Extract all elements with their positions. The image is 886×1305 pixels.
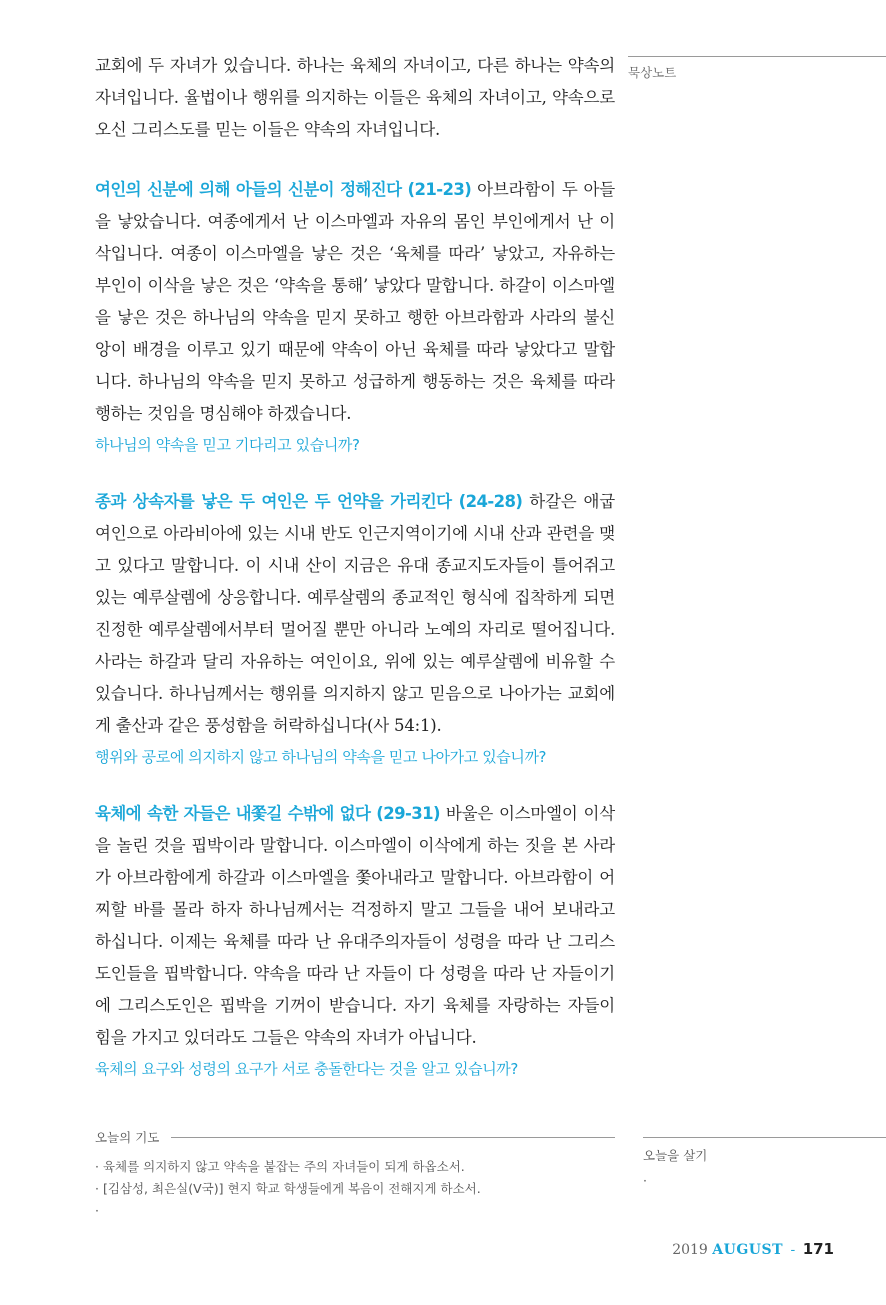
prayer-item: · 육체를 의지하지 않고 약속을 붙잡는 주의 자녀들이 되게 하옵소서. bbox=[95, 1156, 615, 1178]
living-bullet: · bbox=[643, 1173, 647, 1188]
main-content bbox=[95, 50, 615, 1082]
section-2-question: 행위와 공로에 의지하지 않고 하나님의 약속을 믿고 나아가고 있습니까? bbox=[95, 748, 547, 766]
section-2-paragraph bbox=[95, 486, 615, 742]
section-2-body: 하갈은 애굽 여인으로 아라비아에 있는 시내 반도 인근지역이기에 시내 산과 관련을 맺고 있다고 말합니다. 이 시내 산이 지금은 유대 종교지도자들이 틀어쥐고 있는 예루살렘에 상응합니다. 예루살렘의 종교적인 형식에 집착하게 되면 진정한 예루살렘에서부터 멀어질 뿐만 아니라 노예의 자리로 떨어집니다. 사라는 하갈과 달리 자유하는 여인이요, 위에 있는 예루살렘에 비유할 수 있습니다. 하나님께서는 행위를 의지하지 않고 믿음으로 나아가는 교회에게 출산과 같은 풍성함을 허락하십니다(사 54:1). bbox=[95, 492, 615, 735]
prayer-label: 오늘의 기도 bbox=[95, 1130, 160, 1145]
prayer-item: · [김삼성, 최은실(V국)] 현지 학교 학생들에게 복음이 전해지게 하소서. bbox=[95, 1178, 615, 1200]
section-1-heading: 여인의 신분에 의해 아들의 신분이 정해진다 (21-23) bbox=[95, 180, 472, 199]
section-1-question: 하나님의 약속을 믿고 기다리고 있습니까? bbox=[95, 436, 360, 454]
meditation-note-area[interactable] bbox=[628, 56, 886, 81]
section-1-paragraph bbox=[95, 174, 615, 430]
todays-prayer bbox=[95, 1128, 615, 1222]
prayer-divider bbox=[171, 1137, 615, 1138]
section-3-body: 바울은 이스마엘이 이삭을 놀린 것을 핍박이라 말합니다. 이스마엘이 이삭에게 하는 짓을 본 사라가 아브라함에게 하갈과 이스마엘을 쫓아내라고 말합니다. 아브라함이 어찌할 바를 몰라 하자 하나님께서는 걱정하지 말고 그들을 내어 보내라고 하십니다. 이제는 육체를 따라 난 유대주의자들이 성령을 따라 난 그리스도인들을 핍박합니다. 약속을 따라 난 자들이 다 성령을 따라 난 자들이기에 그리스도인은 핍박을 기꺼이 받습니다. 자기 육체를 자랑하는 자들이 힘을 가지고 있더라도 그들은 약속의 자녀가 아닙니다. bbox=[95, 804, 615, 1047]
page-footer bbox=[672, 1240, 834, 1258]
footer-year: 2019 bbox=[672, 1242, 708, 1258]
page-number: 171 bbox=[802, 1240, 834, 1258]
section-1-body: 아브라함이 두 아들을 낳았습니다. 여종에게서 난 이스마엘과 자유의 몸인 부인에게서 난 이삭입니다. 여종이 이스마엘을 낳은 것은 ‘육체를 따라’ 낳았고, 자유하는 부인이 이삭을 낳은 것은 ‘약속을 통해’ 낳았다 말합니다. 하갈이 이스마엘을 낳은 것은 하나님의 약속을 믿지 못하고 행한 아브라함과 사라의 불신앙이 배경을 이루고 있기 때문에 약속이 아닌 육체를 따라 낳았다고 말합니다. 하나님의 약속을 믿지 못하고 성급하게 행동하는 것은 육체를 따라 행하는 것임을 명심해야 하겠습니다. bbox=[95, 180, 616, 423]
prayer-item-blank[interactable] bbox=[95, 1200, 615, 1222]
section-2-heading: 종과 상속자를 낳은 두 여인은 두 언약을 가리킨다 (24-28) bbox=[95, 492, 523, 511]
section-3-heading: 육체에 속한 자들은 내쫓길 수밖에 없다 (29-31) bbox=[95, 804, 440, 823]
footer-dash: - bbox=[790, 1242, 796, 1258]
footer-month: AUGUST bbox=[712, 1242, 784, 1258]
prayer-list bbox=[95, 1156, 615, 1222]
intro-paragraph: 교회에 두 자녀가 있습니다. 하나는 육체의 자녀이고, 다른 하나는 약속의 자녀입니다. 율법이나 행위를 의지하는 이들은 육체의 자녀이고, 약속으로 오신 그리스도를 믿는 이들은 약속의 자녀입니다. bbox=[95, 56, 615, 139]
section-3-paragraph bbox=[95, 798, 615, 1054]
living-label: 오늘을 살기 bbox=[643, 1148, 708, 1163]
section-3-question: 육체의 요구와 성령의 요구가 서로 충돌한다는 것을 알고 있습니까? bbox=[95, 1060, 518, 1078]
meditation-note-label: 묵상노트 bbox=[628, 65, 677, 80]
prayer-header bbox=[95, 1128, 615, 1146]
todays-living[interactable] bbox=[643, 1137, 886, 1190]
